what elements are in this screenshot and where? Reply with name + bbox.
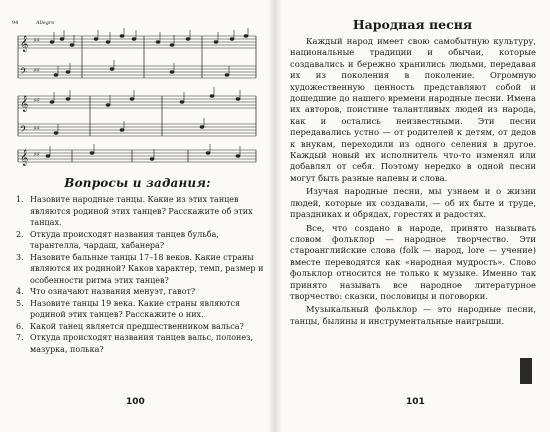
svg-text:♯♯: ♯♯ (34, 125, 40, 132)
svg-text:𝄞: 𝄞 (20, 96, 29, 112)
question-item: 4. Что означают названия менуэт, гавот? (16, 287, 196, 296)
staff-3-treble (18, 150, 256, 162)
svg-text:𝄢: 𝄢 (20, 66, 28, 79)
book-gutter (268, 0, 282, 432)
question-item: 1. Назовите народные танцы. Какие из этих танцев являются родиной этих танцев? Расскажите об этих танцах. (16, 195, 253, 227)
svg-text:♯♯: ♯♯ (34, 67, 40, 74)
questions-list (16, 194, 266, 355)
left-page-number: 100 (126, 397, 145, 407)
music-score (12, 28, 258, 173)
tempo-marking: Allegro (36, 20, 55, 26)
staff-2-bass (18, 124, 256, 136)
question-item: 7. Откуда происходят названия танцев вальс, полонез, мазурка, полька? (16, 333, 254, 354)
question-item: 2. Откуда происходят названия танцев бульба, тарантелла, чардаш, хабанера? (16, 229, 219, 250)
svg-text:♯♯: ♯♯ (34, 37, 40, 44)
svg-text:♯♯: ♯♯ (34, 97, 40, 104)
paragraph: Все, что создано в народе, принято называть словом фольклор — народное творчество. Эти староанглийские слова (folk — народ, lore — учение) вместе переводятся как «народная мудрость». Слово фольклор относится не только к музыке. Именно так принято называть все народное литературное творчество: сказки, пословицы и поговорки. (290, 222, 536, 301)
paragraph: Изучая народные песни, мы узнаем и о жизни людей, которые их создавали, — об их быте и труде, праздниках и обрядах, горестях и радостях. (290, 186, 536, 220)
staff-1-bass (18, 66, 256, 78)
article-body (290, 36, 536, 329)
svg-text:𝄞: 𝄞 (20, 36, 29, 52)
svg-text:𝄞: 𝄞 (20, 150, 29, 166)
question-item: 6. Какой танец является предшественником вальса? (16, 321, 244, 331)
right-page-number: 101 (406, 397, 425, 407)
svg-text:♯♯: ♯♯ (34, 151, 40, 158)
question-item: 3. Назовите бальные танцы 17–18 веков. Какие страны являются их родиной? Каков характер, темп, размер и особенности ритма этих танцев? (16, 252, 264, 285)
questions-title: Вопросы и задания: (64, 176, 211, 190)
svg-text:𝄢: 𝄢 (20, 124, 28, 137)
page-title: Народная песня (352, 17, 473, 32)
paragraph: Каждый народ имеет свою самобытную культуру, национальные традиции и обычаи, которые создавались и бережно хранились людьми, передавая их из поколения в поколение. Огромную художественную ценность представляют собой и дошедшие до нашего времени народные песни. Имена их авторов, поистине талантливых людей из народа, как и остались неизвестными. Эти песни передавались устно — от родителей к детям, от дедов к внукам, переходили из одного селения в другое. Каждый новый их исполнитель что-то изменял или добавлял от себя. Поэтому нередко в одной песни могут быть разные напевы и слова. (290, 36, 536, 183)
paragraph: Музыкальный фольклор — это народные песни, танцы, былины и инструментальные наигрыши. (290, 304, 536, 326)
measure-number: 94 (12, 20, 19, 26)
page-edge-marker (520, 358, 532, 384)
question-item: 5. Назовите танцы 19 века. Какие страны являются родиной этих танцев? Расскажите о них. (16, 298, 241, 319)
